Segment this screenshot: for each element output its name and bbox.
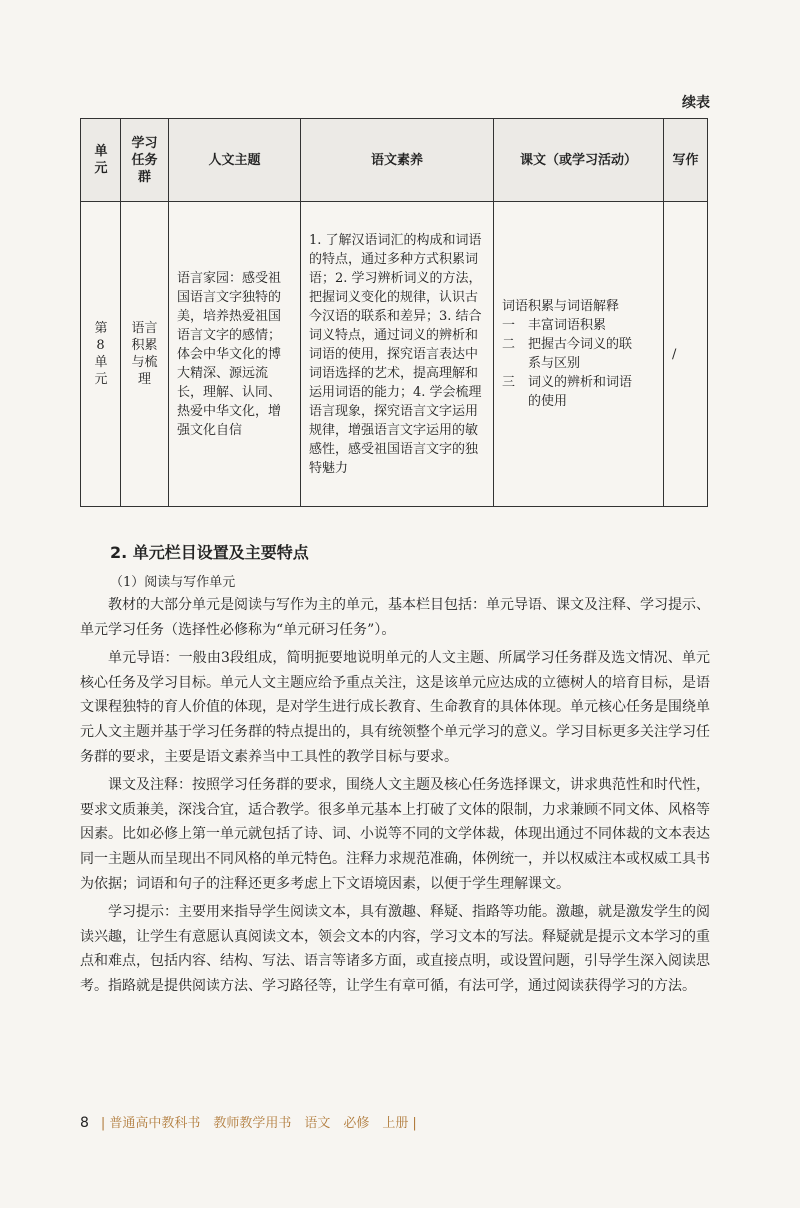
- paragraph-intro: 教材的大部分单元是阅读与写作为主的单元，基本栏目包括：单元导语、课文及注释、学习提示、单元学习任务（选择性必修称为“单元研习任务”）。: [80, 597, 710, 638]
- section-title: 2. 单元栏目设置及主要特点: [110, 543, 309, 562]
- page-number: 8: [80, 1115, 89, 1131]
- page-footer: [80, 1112, 421, 1131]
- footer-divider-left: |: [100, 1116, 106, 1131]
- body-text: [80, 593, 710, 1003]
- paragraph-unit-guide: 单元导语：一般由3段组成，简明扼要地说明单元的人文主题、所属学习任务群及选文情况、单元核心任务及学习目标。单元人文主题应给予重点关注，这是该单元应达成的立德树人的培育目标，是语文课程独特的育人价值的体现，是对学生进行成长教育、生命教育的具体体现。单元核心任务是围绕单元人文主题并基于学习任务群的特点提出的，具有统领整个单元学习的意义。学习目标更多关注学习任务群的要求，主要是语文素养当中工具性的教学目标与要求。: [80, 650, 710, 765]
- cell-unit: 第8单元: [81, 202, 121, 507]
- paragraph-study-tips: 学习提示：主要用来指导学生阅读文本，具有激趣、释疑、指路等功能。激趣，就是激发学生的阅读兴趣，让学生有意愿认真阅读文本，领会文本的内容，学习文本的写法。释疑就是提示文本学习的重点和难点，包括内容、结构、写法、语言等诸多方面，或直接点明，或设置问题，引导学生深入阅读思考。指路就是提供阅读方法、学习路径等，让学生有章可循，有法可学，通过阅读获得学习的方法。: [80, 904, 710, 994]
- header-theme: 人文主题: [169, 119, 301, 202]
- table-header-row: [81, 119, 708, 202]
- cell-writing: /: [664, 202, 708, 507]
- header-writing: 写作: [664, 119, 708, 202]
- cell-texts: 词语积累与词语解释 一 丰富词语积累 二 把握古今词义的联 系与区别 三 词义的辨析和词语 的使用: [494, 202, 664, 507]
- cell-literacy: 1. 了解汉语词汇的构成和词语的特点，通过多种方式积累词语；2. 学习辨析词义的方法，把握词义变化的规律，认识古今汉语的联系和差异；3. 结合词义特点，通过词义的辨析和词语的使用，探究语言表达中词语选择的艺术，提高理解和运用词语的能力；4. 学会梳理语言现象，探究语言文字运用规律，增强语言文字运用的敏感性，感受祖国语言文字的独特魅力: [301, 202, 494, 507]
- cell-task-group: 语言积累与梳理: [121, 202, 169, 507]
- header-texts: 课文（或学习活动）: [494, 119, 664, 202]
- header-literacy: 语文素养: [301, 119, 494, 202]
- paragraph-texts-notes: 课文及注释：按照学习任务群的要求，围绕人文主题及核心任务选择课文，讲求典范性和时代性，要求文质兼美，深浅合宜，适合教学。很多单元基本上打破了文体的限制，力求兼顾不同文体、风格等因素。比如必修上第一单元就包括了诗、词、小说等不同的文学体裁，体现出通过不同体裁的文本表达同一主题从而呈现出不同风格的单元特色。注释力求规范准确，体例统一，并以权威注本或权威工具书为依据；词语和句子的注释还更多考虑上下文语境因素，以便于学生理解课文。: [80, 777, 710, 892]
- book-title: 普通高中教科书 教师教学用书 语文 必修 上册: [109, 1116, 409, 1131]
- header-task-group: 学习任务群: [121, 119, 169, 202]
- header-unit: 单元: [81, 119, 121, 202]
- footer-divider-right: |: [412, 1116, 417, 1131]
- table-row: [81, 202, 708, 507]
- section-subtitle: （1）阅读与写作单元: [110, 575, 236, 590]
- continued-label: 续表: [682, 95, 710, 111]
- curriculum-table: [80, 118, 708, 507]
- cell-theme: 语言家园：感受祖国语言文字独特的美，培养热爱祖国语言文字的感情；体会中华文化的博大精深、源远流长，理解、认同、热爱中华文化，增强文化自信: [169, 202, 301, 507]
